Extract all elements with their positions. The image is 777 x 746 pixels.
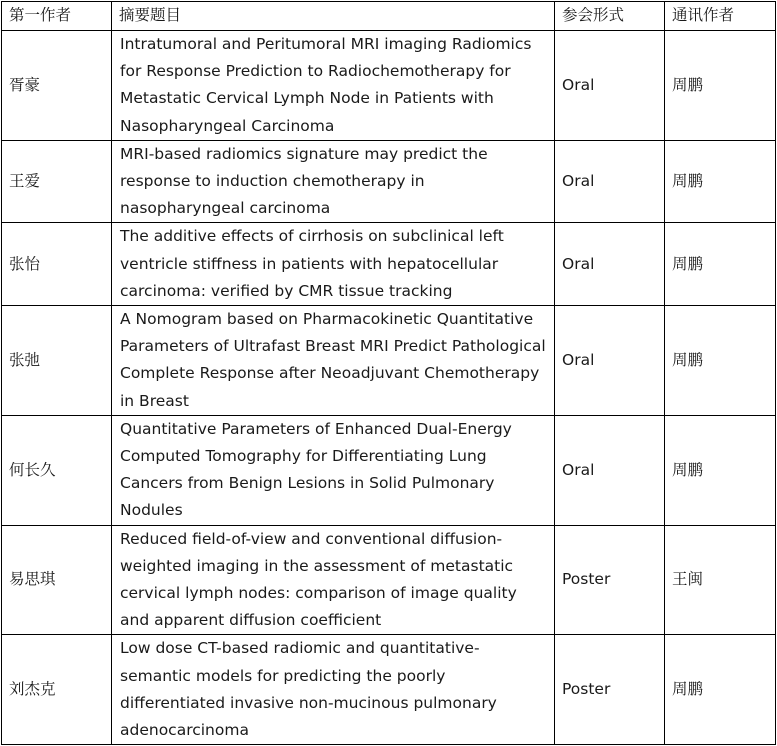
header-row <box>2 2 776 31</box>
abstract-table <box>1 1 776 745</box>
presentation-format-cell: Oral <box>555 306 665 416</box>
presentation-format-cell: Oral <box>555 31 665 141</box>
corresponding-author-cell: 周鹏 <box>665 140 776 223</box>
first-author-cell: 易思琪 <box>2 525 112 635</box>
presentation-format-cell: Oral <box>555 140 665 223</box>
corresponding-author-cell: 周鹏 <box>665 635 776 745</box>
table-row <box>2 415 776 525</box>
abstract-title-cell: Reduced field-of-view and conventional diffusion-weighted imaging in the assessment of metastatic cervical lymph nodes: comparison of image quality and apparent diffusion coefficient <box>112 525 555 635</box>
corresponding-author-cell: 周鹏 <box>665 415 776 525</box>
header-presentation-format: 参会形式 <box>555 2 665 31</box>
first-author-cell: 刘杰克 <box>2 635 112 745</box>
abstract-title-cell: A Nomogram based on Pharmacokinetic Quantitative Parameters of Ultrafast Breast MRI Predict Pathological Complete Response after Neoadjuvant Chemotherapy in Breast <box>112 306 555 416</box>
corresponding-author-cell: 周鹏 <box>665 223 776 306</box>
abstract-title-cell: Low dose CT-based radiomic and quantitative-semantic models for predicting the poorly differentiated invasive non-mucinous pulmonary adenocarcinoma <box>112 635 555 745</box>
presentation-format-cell: Poster <box>555 635 665 745</box>
table-row <box>2 140 776 223</box>
presentation-format-cell: Poster <box>555 525 665 635</box>
abstract-title-cell: Quantitative Parameters of Enhanced Dual-Energy Computed Tomography for Differentiating Lung Cancers from Benign Lesions in Solid Pulmonary Nodules <box>112 415 555 525</box>
abstract-title-cell: The additive effects of cirrhosis on subclinical left ventricle stiffness in patients with hepatocellular carcinoma: verified by CMR tissue tracking <box>112 223 555 306</box>
corresponding-author-cell: 周鹏 <box>665 306 776 416</box>
table-row <box>2 635 776 745</box>
table-row <box>2 31 776 141</box>
first-author-cell: 何长久 <box>2 415 112 525</box>
presentation-format-cell: Oral <box>555 223 665 306</box>
header-abstract-title: 摘要题目 <box>112 2 555 31</box>
table-row <box>2 525 776 635</box>
abstract-title-cell: Intratumoral and Peritumoral MRI imaging Radiomics for Response Prediction to Radiochemotherapy for Metastatic Cervical Lymph Node in Patients with Nasopharyngeal Carcinoma <box>112 31 555 141</box>
first-author-cell: 胥豪 <box>2 31 112 141</box>
corresponding-author-cell: 周鹏 <box>665 31 776 141</box>
header-first-author: 第一作者 <box>2 2 112 31</box>
table-row <box>2 306 776 416</box>
table-row <box>2 223 776 306</box>
abstract-title-cell: MRI-based radiomics signature may predict the response to induction chemotherapy in nasopharyngeal carcinoma <box>112 140 555 223</box>
presentation-format-cell: Oral <box>555 415 665 525</box>
corresponding-author-cell: 王闽 <box>665 525 776 635</box>
first-author-cell: 王爱 <box>2 140 112 223</box>
first-author-cell: 张弛 <box>2 306 112 416</box>
first-author-cell: 张怡 <box>2 223 112 306</box>
header-corresponding-author: 通讯作者 <box>665 2 776 31</box>
